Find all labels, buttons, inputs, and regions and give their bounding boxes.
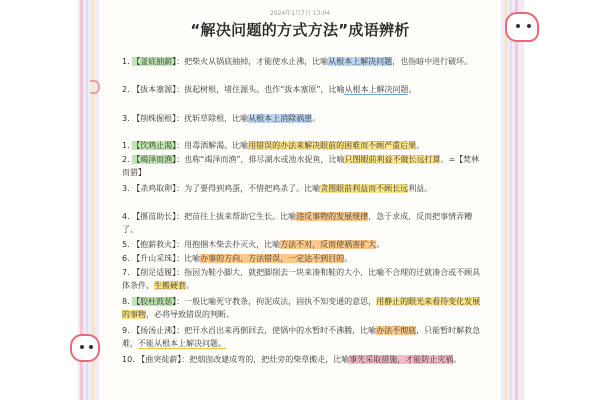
highlight-text: 用静止的眼光来看待变化发展的事物 (122, 297, 481, 319)
idiom-term: 【曲突徙薪】 (137, 355, 182, 364)
item-index: 2. (122, 155, 130, 164)
item-text: ：把苗往上拔来帮助它生长。比喻 (176, 212, 297, 221)
item-index: 1. (122, 57, 130, 66)
idiom-term: 【釜底抽薪】 (132, 57, 177, 66)
list-item (122, 139, 482, 152)
list-item (122, 182, 482, 195)
idiom-term: 【竭泽而渔】 (132, 155, 177, 164)
highlight-text: 办事的方向、方法错误，一定达不到目的 (200, 254, 345, 263)
idiom-term: 【胶柱鼓瑟】 (132, 297, 177, 306)
highlight-text: 不能从根本上解决问题。 (138, 339, 226, 348)
item-text: 。 (186, 281, 194, 290)
highlight-text: 违反事物的发展规律 (296, 212, 369, 221)
list-item (122, 252, 482, 265)
highlight-text: 从根本上解决问题 (328, 57, 393, 66)
item-text: ，只能暂时解救急难， (122, 326, 481, 348)
list-item (122, 238, 482, 251)
item-text: ：把烟囱改建成弯的，把灶旁的柴草搬走，比喻 (181, 355, 350, 364)
item-text: 。=【焚林而猎】 (122, 155, 480, 177)
idiom-term: 【削足适履】 (132, 268, 177, 277)
item-index: 7. (122, 268, 130, 277)
item-text: ：扰斩草除根，比喻 (176, 114, 249, 123)
highlight-text: 方法不对，反而使祸害扩大 (280, 240, 377, 249)
item-text: 。 (376, 240, 385, 249)
highlight-text: 用错误的办法来解决眼前的困难而不顾严重后果 (248, 141, 417, 150)
item-text: ：指因为鞋小脚大，就把脚削去一块来凑和鞋的大小，比喻不合理的迁就凑合或不顾具体条件， (122, 268, 481, 290)
list-item (122, 266, 482, 292)
item-text: ，必将导致错误的判断。 (146, 310, 234, 319)
item-index: 2. (122, 85, 130, 94)
item-text: ：拔起树根，堵住源头。也作“拔本塞原”，比喻 (176, 85, 345, 94)
idiom-term: 【拔本塞源】 (132, 85, 177, 94)
idiom-term: 【饮鸩止渴】 (132, 141, 177, 150)
item-text: ：用抱捆木柴去扑灭火，比喻 (176, 240, 281, 249)
list-item (122, 55, 482, 68)
item-text: ：一般比喻死守教条，拘泥成法，固执不知变通的意思， (176, 297, 377, 306)
item-index: 3. (122, 184, 130, 193)
idiom-term: 【扬汤止沸】 (132, 326, 177, 335)
list-item (122, 153, 482, 179)
item-index: 6. (122, 254, 130, 263)
item-text: ：把柴火从锅底抽掉，才能使水止沸，比喻 (176, 57, 329, 66)
list-item (122, 112, 482, 125)
doodle-icon (90, 80, 100, 94)
item-text: 利益。 (408, 184, 433, 193)
cartoon-face-icon (505, 12, 539, 42)
item-index: 1. (122, 141, 130, 150)
item-text: 。 (344, 254, 353, 263)
idiom-term: 【抱薪救火】 (132, 240, 177, 249)
list-item (122, 210, 482, 236)
highlight-text: 从根本上消除祸患 (248, 114, 313, 123)
item-text: ，也指暗中进行破坏。 (392, 57, 473, 66)
item-text: 。 (408, 85, 417, 94)
decor-stripe (515, 0, 518, 400)
idiom-term: 【升山采珠】 (132, 254, 177, 263)
note-date: 2024年1月7日 13:04 (269, 10, 331, 17)
item-index: 10. (122, 355, 135, 364)
idiom-term: 【削株掘根】 (132, 114, 177, 123)
item-index: 3. (122, 114, 130, 123)
item-text: ：用毒酒解渴。比喻 (176, 141, 249, 150)
item-index: 8. (122, 297, 130, 306)
list-item (122, 295, 482, 321)
highlight-text: 事先采取措施，才能防止灾祸 (349, 355, 454, 364)
item-text: ：比喻 (176, 254, 201, 263)
list-item (122, 83, 482, 96)
item-index: 5. (122, 240, 130, 249)
highlight-text: 从根本上解决问题 (344, 85, 409, 94)
item-text: 。 (416, 141, 425, 150)
idiom-term: 【揠苗助长】 (132, 212, 177, 221)
item-index: 4. (122, 212, 130, 221)
cartoon-face-icon (70, 334, 100, 362)
list-item (122, 324, 482, 350)
highlight-text: 办法不彻底 (376, 326, 417, 335)
highlight-text: 贪图眼前利益而不顾长远 (320, 184, 409, 193)
decor-stripe (510, 0, 512, 400)
list-item (122, 353, 482, 366)
item-text: ：把开水舀出来再倒回去，使锅中的水暂时不沸腾，比喻 (176, 326, 377, 335)
item-text: ：为了要得到鸡蛋，不惜把鸡杀了。比喻 (176, 184, 321, 193)
page-title: “解决问题的方式方法”成语辨析 (190, 21, 410, 39)
highlight-text: 生搬硬套 (154, 281, 186, 290)
item-text: ：也称“竭泽而渔”，排尽湖水或池水捉鱼，比喻 (176, 155, 345, 164)
idiom-term: 【杀鸡取卵】 (132, 184, 177, 193)
item-index: 9. (122, 326, 130, 335)
decor-stripe (505, 0, 507, 400)
item-text: ，急于求成，反而把事情弄糟了。 (122, 212, 473, 234)
item-text: 。 (312, 114, 321, 123)
item-text: 。 (453, 355, 462, 364)
highlight-text: 只图眼前利益不做长远打算 (344, 155, 441, 164)
